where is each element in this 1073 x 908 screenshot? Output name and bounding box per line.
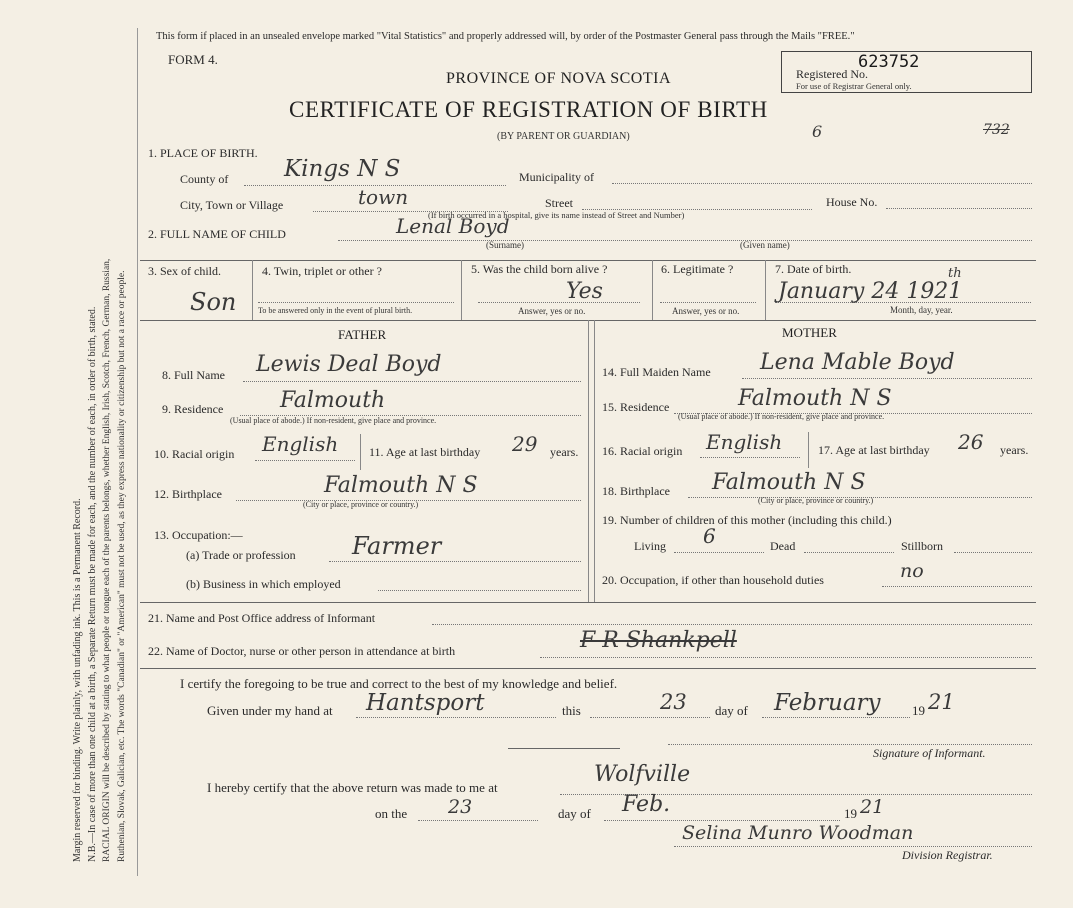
divider (652, 260, 653, 320)
mother-age-value: 26 (958, 430, 984, 454)
business-label: (b) Business in which employed (186, 577, 341, 591)
mother-years-label: years. (1000, 443, 1029, 457)
registrar-caption: Division Registrar. (902, 848, 993, 862)
stillborn-line (954, 552, 1032, 553)
form-number: FORM 4. (168, 52, 218, 67)
year-value: 21 (928, 690, 955, 714)
born-alive-value: Yes (566, 279, 603, 304)
year-prefix: 19 (912, 703, 925, 718)
mother-birthplace-value: Falmouth N S (712, 470, 866, 495)
province-heading: PROVINCE OF NOVA SCOTIA (446, 70, 672, 87)
registrar-line (674, 846, 1032, 847)
day-value: 23 (660, 690, 687, 714)
margin-note-multiple-births: N.B.—In case of more than one child at a birth, a Separate Return must be made for each, and the number of each, in order of birth, stated. (87, 306, 98, 862)
margin-mark: 6 (812, 122, 823, 141)
children-count-label: 19. Number of children of this mother (including this child.) (602, 513, 892, 527)
informant-line (432, 624, 1032, 625)
father-age-label: 11. Age at last birthday (369, 445, 481, 459)
date-suffix: th (948, 266, 962, 281)
living-line (674, 552, 764, 553)
mother-heading: MOTHER (782, 325, 837, 340)
return-day-line (418, 820, 538, 821)
trade-label: (a) Trade or profession (186, 548, 296, 562)
municipality-line (612, 183, 1032, 184)
registrar-signature: Selina Munro Woodman (682, 822, 914, 844)
parents-divider (594, 320, 595, 602)
trade-value: Farmer (352, 532, 442, 560)
mother-birthplace-note: (City or place, province or country.) (758, 496, 874, 505)
subtitle: (BY PARENT OR GUARDIAN) (497, 131, 630, 142)
place-of-birth-heading: 1. PLACE OF BIRTH. (148, 146, 258, 160)
return-day-value: 23 (448, 796, 473, 818)
mother-birthplace-label: 18. Birthplace (602, 484, 670, 498)
margin-rule (137, 28, 138, 876)
return-year-value: 21 (860, 796, 885, 818)
given-place-line (356, 717, 556, 718)
return-day-of-label: day of (558, 806, 591, 821)
mother-age-label: 17. Age at last birthday (818, 443, 930, 457)
child-name-label: 2. FULL NAME OF CHILD (148, 227, 286, 241)
given-place-value: Hantsport (366, 690, 485, 716)
parents-bottom-rule (140, 602, 1036, 603)
father-birthplace-value: Falmouth N S (324, 473, 478, 498)
father-race-line (255, 460, 355, 461)
mother-occupation-line (882, 586, 1032, 587)
row3-top-rule (140, 260, 1036, 261)
dead-label: Dead (770, 539, 796, 553)
dead-line (804, 552, 894, 553)
given-name-note: (Given name) (740, 240, 790, 250)
return-place-value: Wolfville (594, 762, 691, 787)
informant-signature-stub (508, 748, 620, 749)
page-title: CERTIFICATE OF REGISTRATION OF BIRTH (289, 97, 768, 122)
margin-note-binding: Margin reserved for binding. Write plainly, with unfading ink. This is a Permanent Record. (72, 498, 83, 862)
divider (461, 260, 462, 320)
divider (252, 260, 253, 320)
occupation-heading: 13. Occupation:— (154, 528, 243, 542)
living-label: Living (634, 539, 666, 553)
mother-race-label: 16. Racial origin (602, 444, 683, 458)
surname-note: (Surname) (486, 240, 524, 250)
doctor-label: 22. Name of Doctor, nurse or other person in attendance at birth (148, 644, 456, 658)
father-years-label: years. (550, 445, 579, 459)
mother-name-value: Lena Mable Boyd (760, 350, 955, 375)
father-heading: FATHER (338, 327, 387, 342)
county-value: Kings N S (284, 156, 401, 182)
house-line (886, 208, 1032, 209)
return-month-line (604, 820, 840, 821)
margin-mark: 732 (983, 122, 1010, 138)
parents-divider (588, 320, 589, 602)
registrar-use-note: For use of Registrar General only. (796, 81, 912, 91)
father-birthplace-label: 12. Birthplace (154, 487, 222, 501)
born-alive-line (478, 302, 640, 303)
business-line (378, 590, 581, 591)
doctor-line (540, 657, 1032, 658)
on-the-label: on the (375, 806, 408, 821)
father-birthplace-note: (City or place, province or country.) (303, 500, 419, 509)
divider (765, 260, 766, 320)
given-under-label: Given under my hand at (207, 703, 333, 718)
city-label: City, Town or Village (180, 198, 284, 212)
divider (360, 434, 361, 470)
father-residence-label: 9. Residence (162, 402, 224, 416)
living-value: 6 (703, 524, 716, 548)
month-line (762, 717, 910, 718)
father-race-value: English (262, 432, 339, 456)
father-name-line (243, 381, 581, 382)
trade-line (329, 561, 581, 562)
county-label: County of (180, 172, 229, 186)
registered-no-value: 623752 (858, 52, 920, 72)
informant-signature-line (668, 744, 1032, 745)
informant-label: 21. Name and Post Office address of Informant (148, 611, 376, 625)
child-name-line (338, 240, 1032, 241)
twin-line (258, 302, 454, 303)
hospital-note: (If birth occurred in a hospital, give its name instead of Street and Number) (428, 210, 685, 220)
mother-residence-note: (Usual place of abode.) If non-resident, give place and province. (678, 412, 885, 421)
doctor-value: F R Shankpell (580, 628, 737, 653)
born-alive-label: 5. Was the child born alive ? (471, 262, 608, 276)
return-month-value: Feb. (622, 792, 671, 817)
father-residence-note: (Usual place of abode.) If non-resident, give place and province. (230, 416, 437, 425)
return-statement: I hereby certify that the above return was made to me at (207, 780, 498, 795)
street-label: Street (545, 196, 573, 210)
twin-note: To be answered only in the event of plural birth. (258, 306, 413, 315)
legitimate-note: Answer, yes or no. (672, 306, 740, 316)
city-value: town (358, 185, 409, 209)
legitimate-line (660, 302, 756, 303)
date-of-birth-value: January 24 1921 (778, 279, 963, 304)
mother-name-line (742, 378, 1032, 379)
mother-residence-value: Falmouth N S (738, 386, 892, 411)
municipality-label: Municipality of (519, 170, 594, 184)
certify-statement: I certify the foregoing to be true and correct to the best of my knowledge and belief. (180, 676, 618, 691)
date-of-birth-label: 7. Date of birth. (775, 262, 852, 276)
house-no-label: House No. (826, 195, 878, 209)
father-residence-value: Falmouth (280, 388, 386, 413)
child-name-value: Lenal Boyd (396, 214, 510, 238)
margin-note-racial-origin: RACIAL ORIGIN will be described by stating to what people or tongue each of the parents belongs, whether English, Irish, Scotch, French, German, Russian, (102, 258, 112, 862)
legitimate-label: 6. Legitimate ? (661, 262, 734, 276)
bottom-rule (140, 668, 1036, 669)
day-line (590, 717, 710, 718)
mother-race-line (700, 457, 800, 458)
sex-label: 3. Sex of child. (148, 264, 221, 278)
twin-label: 4. Twin, triplet or other ? (262, 264, 382, 278)
month-value: February (774, 690, 881, 716)
father-race-label: 10. Racial origin (154, 447, 235, 461)
sex-value: Son (190, 288, 237, 316)
mother-occupation-value: no (900, 560, 924, 582)
born-alive-note: Answer, yes or no. (518, 306, 586, 316)
registered-number-box (781, 51, 1032, 93)
margin-note-nationality: Ruthenian, Slovak, Galician, etc. The words "Canadian" or "American" must not be used, as they express nationality or citizenship but not a race or people. (117, 270, 127, 862)
return-year-prefix: 19 (844, 806, 857, 821)
mother-residence-label: 15. Residence (602, 400, 670, 414)
stillborn-label: Stillborn (901, 539, 944, 553)
mother-occupation-label: 20. Occupation, if other than household duties (602, 573, 824, 587)
date-note: Month, day, year. (890, 305, 953, 315)
father-age-value: 29 (512, 432, 538, 456)
mother-race-value: English (706, 430, 783, 454)
day-of-label: day of (715, 703, 748, 718)
mail-notice: This form if placed in an unsealed envelope marked "Vital Statistics" and properly addressed will, by order of the Postmaster General pass through the Mails "FREE." (156, 31, 855, 42)
registered-no-label: Registered No. (796, 67, 868, 81)
father-name-label: 8. Full Name (162, 368, 225, 382)
father-name-value: Lewis Deal Boyd (256, 352, 442, 377)
informant-signature-caption: Signature of Informant. (873, 746, 986, 760)
mother-name-label: 14. Full Maiden Name (602, 365, 711, 379)
this-label: this (562, 703, 581, 718)
divider (808, 432, 809, 468)
